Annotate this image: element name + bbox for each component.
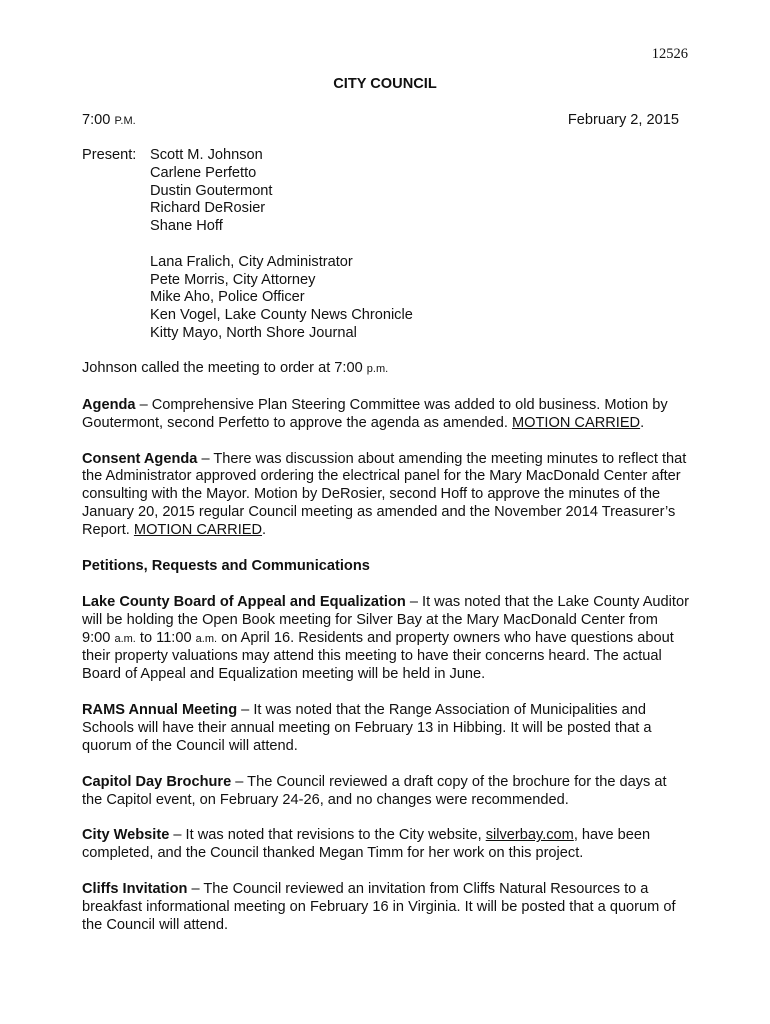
board-of-appeal-heading: Lake County Board of Appeal and Equalization (82, 593, 406, 610)
board-of-appeal-am: a.m. (114, 632, 136, 645)
attendee-list (150, 147, 413, 343)
consent-agenda-end: . (262, 522, 267, 539)
city-website-text: – It was noted that revisions to the City website, (169, 827, 486, 844)
cliffs-paragraph (82, 881, 690, 935)
meeting-time-suffix: P.M. (114, 115, 136, 127)
consent-agenda-text: – There was discussion about amending the meeting minutes to reflect that the Administrator approved ordering the electrical panel for the Mary MacDonald Center after consulting with the Mayor. Motion by DeRosier, second Hoff to approve the minutes of the January 20, 2015 regular Council meeting as amended and the November 2014 Treasurer’s Report. (82, 450, 687, 539)
cliffs-heading: Cliffs Invitation (82, 881, 188, 898)
city-website-link[interactable]: silverbay.com (485, 827, 574, 844)
rams-heading: RAMS Annual Meeting (82, 702, 238, 719)
council-member: Carlene Perfetto (150, 164, 257, 181)
minutes-body (82, 360, 690, 953)
meeting-time-hour: 7:00 (82, 112, 111, 128)
present-label: Present: (82, 147, 137, 163)
board-of-appeal-text: on April 16. Residents and property owners who have questions about their property valuations may attend this meeting to have their concerns heard. The actual Board of Appeal and Equalization meeting will be held in June. (82, 629, 674, 683)
council-member: Dustin Goutermont (150, 182, 273, 199)
meeting-time (82, 112, 136, 128)
petitions-heading: Petitions, Requests and Communications (82, 557, 370, 574)
board-of-appeal-am: a.m. (195, 632, 218, 645)
staff-guest: Mike Aho, Police Officer (150, 289, 305, 306)
council-member: Scott M. Johnson (150, 147, 263, 163)
call-to-order-suffix: p.m. (366, 363, 389, 375)
agenda-text: – Comprehensive Plan Steering Committee was added to old business. Motion by Goutermont, second Perfetto to approve the agenda as amended. (82, 396, 668, 431)
board-of-appeal-text: – It was noted that the Lake County Auditor will be holding the Open Book meeting for Silver Bay at the Mary MacDonald Center from 9:00 (82, 593, 689, 646)
list-spacer (150, 236, 413, 254)
agenda-heading: Agenda (82, 396, 136, 413)
staff-guest: Pete Morris, City Attorney (150, 271, 316, 288)
consent-agenda-motion: MOTION CARRIED (133, 522, 263, 539)
staff-guest: Ken Vogel, Lake County News Chronicle (150, 307, 413, 324)
meeting-date: February 2, 2015 (567, 112, 679, 128)
staff-guest: Kitty Mayo, North Shore Journal (150, 324, 357, 341)
call-to-order-text: Johnson called the meeting to order at 7:00 (82, 360, 367, 376)
cliffs-text: – The Council reviewed an invitation from Cliffs Natural Resources to a breakfast informational meeting on February 16 in Virginia. It will be posted that a quorum of the Council will attend. (82, 881, 676, 933)
rams-text: – It was noted that the Range Association of Municipalities and Schools will have their annual meeting on February 13 in Hibbing. It will be posted that a quorum of the Council will attend. (82, 702, 652, 754)
city-website-text: , have been completed, and the Council thanked Megan Timm for her work on this project. (82, 827, 651, 862)
agenda-end: . (640, 414, 645, 431)
rams-paragraph (82, 702, 690, 756)
agenda-paragraph (82, 397, 690, 433)
consent-agenda-paragraph (82, 451, 690, 541)
page-title: CITY COUNCIL (333, 76, 437, 92)
capitol-day-heading: Capitol Day Brochure (82, 773, 232, 790)
page-number: 12526 (651, 46, 688, 62)
meeting-time-date-row (82, 112, 679, 128)
capitol-day-text: – The Council reviewed a draft copy of the brochure for the days at the Capitol event, on February 24-26, and no changes were recommended. (82, 773, 667, 808)
council-member: Richard DeRosier (150, 200, 266, 217)
city-website-heading: City Website (82, 827, 170, 844)
city-website-paragraph (82, 827, 690, 863)
board-of-appeal-text: to 11:00 (135, 629, 196, 646)
consent-agenda-heading: Consent Agenda (82, 450, 198, 467)
board-of-appeal-paragraph (82, 594, 690, 685)
staff-guest: Lana Fralich, City Administrator (150, 253, 353, 270)
call-to-order-paragraph (82, 360, 690, 379)
capitol-day-paragraph (82, 774, 690, 810)
agenda-motion: MOTION CARRIED (512, 414, 641, 431)
council-member: Shane Hoff (150, 218, 223, 235)
